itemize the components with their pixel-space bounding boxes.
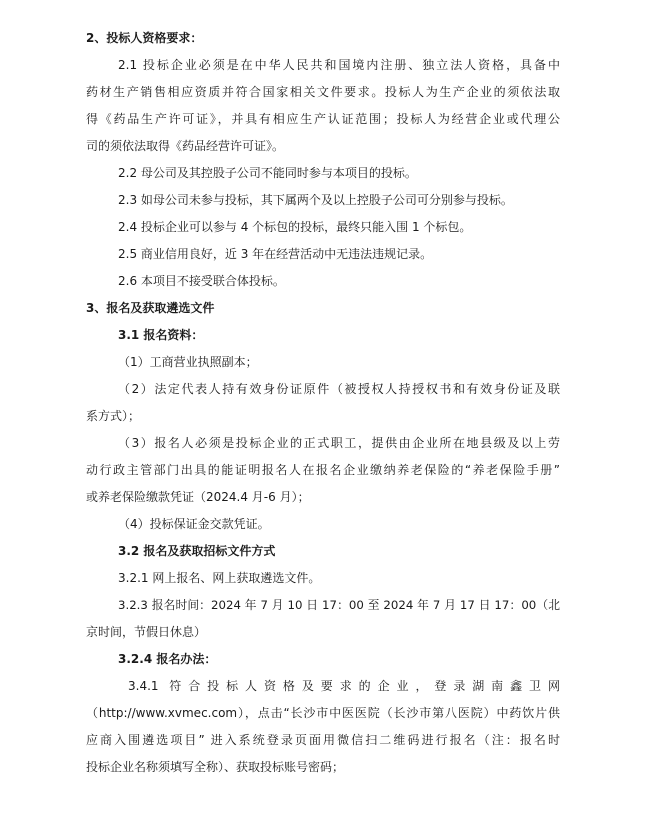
section-3-2-heading: 3.2 报名及获取招标文件方式 (118, 544, 276, 558)
item-3-1-3-line-3: 或养老保险缴款凭证（2024.4 月-6 月）； (86, 490, 310, 504)
section-3-1-heading: 3.1 报名资料： (118, 328, 204, 342)
para-3-4-1-line-2: （http://www.xvmec.com），点击“长沙市中医医院（长沙市第八医院）中药饮片供 (86, 706, 560, 720)
para-2-1-line-2: 药材生产销售相应资质并符合国家相关文件要求。投标人为生产企业的须依法取 (86, 85, 560, 99)
para-3-4-1-line-3: 应商入围遴选项目” 进入系统登录页面用微信扫二维码进行报名（注：报名时 (86, 733, 560, 747)
section-2-heading: 2、投标人资格要求： (86, 31, 203, 45)
item-3-1-4: （4）投标保证金交款凭证。 (118, 517, 270, 531)
item-3-1-1: （1）工商营业执照副本； (118, 355, 258, 369)
para-2-3: 2.3 如母公司未参与投标，其下属两个及以上控股子公司可分别参与投标。 (118, 193, 513, 207)
item-3-1-3-line-1: （3）报名人必须是投标企业的正式职工，提供由企业所在地县级及以上劳 (118, 436, 560, 450)
para-2-2: 2.2 母公司及其控股子公司不能同时参与本项目的投标。 (118, 166, 417, 180)
para-2-4: 2.4 投标企业可以参与 4 个标包的投标，最终只能入围 1 个标包。 (118, 220, 472, 234)
para-2-1-line-1: 2.1 投标企业必须是在中华人民共和国境内注册、独立法人资格，具备中 (118, 58, 560, 72)
item-3-1-2-line-2: 系方式）； (86, 409, 141, 423)
para-2-5: 2.5 商业信用良好，近 3 年在经营活动中无违法违规记录。 (118, 247, 433, 261)
para-3-4-1-line-1: 3.4.1 符合投标人资格及要求的企业，登录湖南鑫卫网 (128, 679, 560, 693)
item-3-1-3-line-2: 动行政主管部门出具的能证明报名人在报名企业缴纳养老保险的“养老保险手册” (86, 463, 560, 477)
section-3-heading: 3、报名及获取遴选文件 (86, 301, 215, 315)
para-3-2-1: 3.2.1 网上报名、网上获取遴选文件。 (118, 571, 321, 585)
para-3-4-1-line-4: 投标企业名称须填写全称）、获取投标账号密码； (86, 760, 345, 774)
section-3-2-4-heading: 3.2.4 报名办法： (118, 652, 217, 666)
para-2-1-line-4: 司的须依法取得《药品经营许可证》。 (86, 139, 285, 153)
para-3-2-3-line-2: 京时间，节假日休息） (86, 625, 207, 639)
para-2-6: 2.6 本项目不接受联合体投标。 (118, 274, 285, 288)
item-3-1-2-line-1: （2）法定代表人持有效身份证原件（被授权人持授权书和有效身份证及联 (118, 382, 560, 396)
para-3-2-3-line-1: 3.2.3 报名时间：2024 年 7 月 10 日 17：00 至 2024 年 7 月 17 日 17：00（北 (118, 598, 560, 612)
para-2-1-line-3: 得《药品生产许可证》，并具有相应生产认证范围；投标人为经营企业或代理公 (86, 112, 560, 126)
